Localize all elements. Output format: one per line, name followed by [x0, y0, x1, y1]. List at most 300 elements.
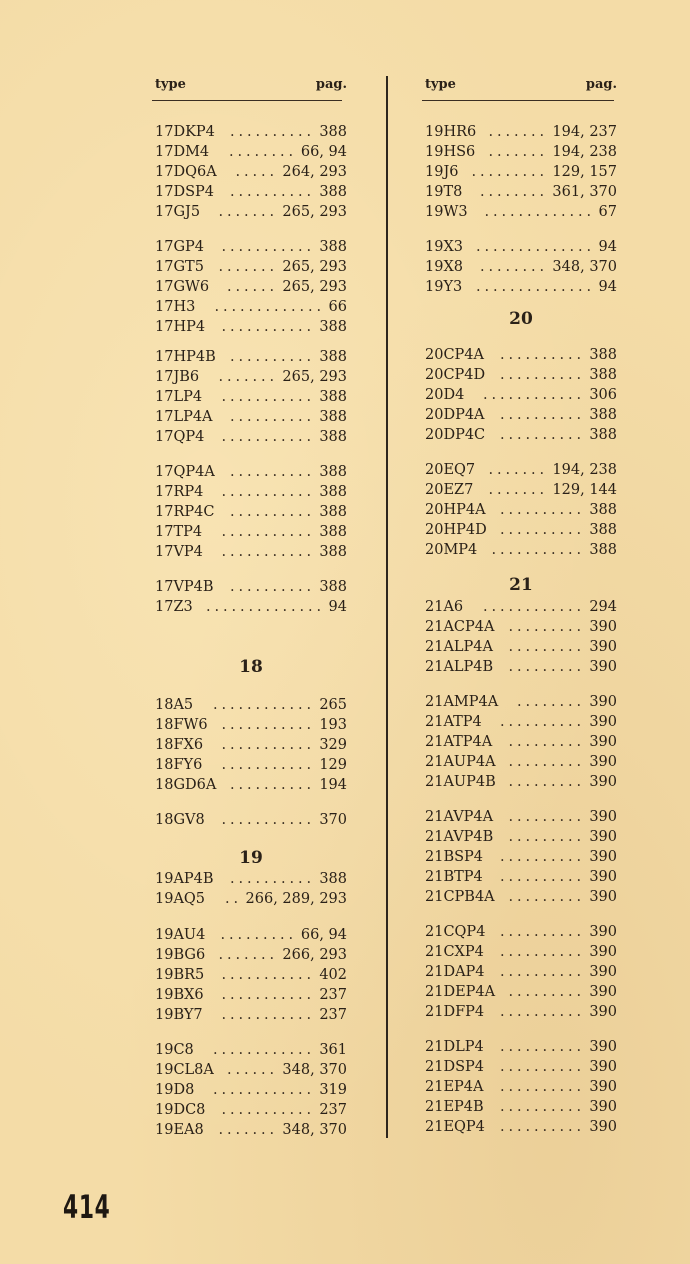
dot-leader: . . . . . . .: [218, 204, 275, 220]
index-entry: [425, 425, 617, 445]
dot-leader: . . . . . .: [226, 1062, 275, 1078]
dot-leader: . . . . . . . . .: [220, 927, 294, 943]
index-entry: [155, 1100, 347, 1120]
dot-leader: . . . . . . . . . . . . . .: [475, 279, 592, 295]
index-entry: [425, 122, 617, 142]
tube-type: 20HP4A: [425, 502, 486, 518]
tube-type: 17JB6: [155, 369, 200, 385]
page-header: pag.: [315, 77, 347, 92]
header-rule: [422, 100, 614, 101]
index-entry: [155, 925, 347, 945]
index-entry: [155, 162, 347, 182]
page-reference: 388: [319, 349, 347, 365]
dot-leader: . . . . . . . . . .: [499, 1119, 582, 1135]
tube-type: 21ATP4A: [425, 734, 493, 750]
index-entry: [425, 827, 617, 847]
tube-type: 21EP4B: [425, 1099, 484, 1115]
tube-type: 19AP4B: [155, 871, 214, 887]
index-entry: [155, 1080, 347, 1100]
tube-type: 19DC8: [155, 1102, 206, 1118]
index-entry: [155, 367, 347, 387]
tube-type: 17LP4: [155, 389, 203, 405]
tube-type: 17GJ5: [155, 204, 201, 220]
tube-type: 21DEP4A: [425, 984, 496, 1000]
page-reference: 329: [319, 737, 347, 753]
page-reference: 390: [589, 829, 617, 845]
dot-leader: . . . . . . . . .: [471, 164, 545, 180]
tube-type: 17LP4A: [155, 409, 213, 425]
tube-type: 21DAP4: [425, 964, 485, 980]
tube-type: 19Y3: [425, 279, 463, 295]
page-reference: 390: [589, 944, 617, 960]
dot-leader: . . . . . . . . . . .: [221, 389, 312, 405]
dot-leader: . . . . . . . . . . . . . .: [475, 239, 592, 255]
dot-leader: . . . . . . .: [218, 1122, 275, 1138]
tube-type: 17DSP4: [155, 184, 214, 200]
index-entry: [425, 460, 617, 480]
index-entry: [155, 775, 347, 795]
dot-leader: . . . . . . . . . . . .: [212, 697, 312, 713]
page-reference: 94: [598, 239, 617, 255]
page-reference: 193: [319, 717, 347, 733]
index-entry: [425, 962, 617, 982]
index-entry: [425, 1002, 617, 1022]
index-entry: [155, 1005, 347, 1025]
dot-leader: . . . . . . . . . . .: [221, 319, 312, 335]
tube-type: 20DP4A: [425, 407, 485, 423]
page-reference: 390: [589, 869, 617, 885]
index-entry: [155, 755, 347, 775]
dot-leader: . . . . . . . . . . .: [221, 484, 312, 500]
index-entry: [155, 542, 347, 562]
index-entry: [155, 502, 347, 522]
index-entry: [155, 985, 347, 1005]
tube-type: 21EQP4: [425, 1119, 485, 1135]
page-reference: 67: [598, 204, 617, 220]
tube-type: 17GW6: [155, 279, 210, 295]
page-reference: 266, 289, 293: [245, 891, 347, 907]
page-reference: 388: [319, 504, 347, 520]
page-reference: 390: [589, 849, 617, 865]
dot-leader: . . . . . . . . . .: [229, 349, 312, 365]
page-reference: 390: [589, 1004, 617, 1020]
page-reference: 265, 293: [282, 279, 347, 295]
page-reference: 390: [589, 924, 617, 940]
index-entry: [155, 347, 347, 367]
index-entry: [155, 715, 347, 735]
tube-type: 20D4: [425, 387, 465, 403]
tube-type: 21DSP4: [425, 1059, 484, 1075]
tube-type: 21ALP4B: [425, 659, 494, 675]
index-entry: [155, 735, 347, 755]
index-entry: [425, 1117, 617, 1137]
tube-type: 21AMP4A: [425, 694, 499, 710]
index-entry: [155, 522, 347, 542]
page-reference: 129, 157: [552, 164, 617, 180]
index-entry: [425, 1097, 617, 1117]
page-reference: 348, 370: [552, 259, 617, 275]
tube-type: 20CP4A: [425, 347, 484, 363]
dot-leader: . . . . . . . . . .: [499, 1039, 582, 1055]
dot-leader: . . . . . . . . . .: [499, 869, 582, 885]
dot-leader: . . . . . . . . . .: [499, 367, 582, 383]
tube-type: 20CP4D: [425, 367, 486, 383]
tube-type: 17DKP4: [155, 124, 215, 140]
column-header: [425, 77, 617, 97]
index-entry: [155, 889, 347, 909]
dot-leader: . . . . . . . . . . .: [221, 239, 312, 255]
page-reference: 194: [319, 777, 347, 793]
index-entry: [425, 982, 617, 1002]
tube-type: 17HP4B: [155, 349, 216, 365]
page-reference: 194, 238: [552, 144, 617, 160]
type-header: type: [155, 77, 186, 92]
index-entry: [155, 427, 347, 447]
index-entry: [155, 945, 347, 965]
dot-leader: . . . . . . . . . .: [499, 407, 582, 423]
dot-leader: . . . . . . . . . .: [229, 464, 312, 480]
index-entry: [425, 480, 617, 500]
dot-leader: . . . . . . . . .: [508, 984, 582, 1000]
tube-type: 19J6: [425, 164, 459, 180]
dot-leader: . . . . . . . . . . .: [221, 967, 312, 983]
page-reference: 402: [319, 967, 347, 983]
dot-leader: . . . . . . . . . . .: [221, 1007, 312, 1023]
dot-leader: . . . . . . . . . .: [499, 347, 582, 363]
page-reference: 388: [319, 871, 347, 887]
index-entry: [425, 887, 617, 907]
tube-type: 21BTP4: [425, 869, 483, 885]
column-divider: [386, 76, 388, 1138]
tube-type: 21AVP4B: [425, 829, 494, 845]
tube-type: 21CQP4: [425, 924, 486, 940]
page-reference: 388: [319, 579, 347, 595]
dot-leader: . . . . . . . . . .: [499, 522, 582, 538]
dot-leader: . . . . . . . . .: [508, 774, 582, 790]
dot-leader: . . . . . . . . .: [508, 809, 582, 825]
dot-leader: . . . . . . . . . . .: [221, 524, 312, 540]
dot-leader: . . . . . . . . . . .: [221, 812, 312, 828]
tube-type: 19BX6: [155, 987, 204, 1003]
index-entry: [425, 277, 617, 297]
index-entry: [425, 922, 617, 942]
page-reference: 388: [589, 367, 617, 383]
dot-leader: . . . . . . . . . .: [499, 944, 582, 960]
page-reference: 129, 144: [552, 482, 617, 498]
page-reference: 237: [319, 1007, 347, 1023]
section-heading-21: 21: [509, 575, 533, 595]
index-entry: [425, 712, 617, 732]
tube-type: 21EP4A: [425, 1079, 484, 1095]
index-entry: [155, 387, 347, 407]
page-reference: 94: [328, 599, 347, 615]
dot-leader: . . . . . . . . . . . . .: [214, 299, 322, 315]
dot-leader: . . . . . . . .: [479, 184, 545, 200]
page-reference: 388: [589, 502, 617, 518]
dot-leader: . . . . . . . . . . . . . .: [205, 599, 322, 615]
page-reference: 388: [319, 124, 347, 140]
dot-leader: . . . . . . . . .: [508, 659, 582, 675]
page-reference: 370: [319, 812, 347, 828]
index-entry: [155, 257, 347, 277]
index-entry: [155, 810, 347, 830]
index-entry: [155, 277, 347, 297]
index-entry: [155, 182, 347, 202]
page-reference: 306: [589, 387, 617, 403]
index-entry: [425, 752, 617, 772]
dot-leader: . . . . . . . . . .: [499, 502, 582, 518]
index-entry: [155, 1120, 347, 1140]
page-reference: 237: [319, 987, 347, 1003]
tube-type: 18GV8: [155, 812, 205, 828]
dot-leader: . . . . . . . . . . . .: [212, 1042, 312, 1058]
index-entry: [155, 577, 347, 597]
page-reference: 265, 293: [282, 259, 347, 275]
page-reference: 390: [589, 754, 617, 770]
dot-leader: . . . . . . .: [218, 369, 275, 385]
tube-type: 19AQ5: [155, 891, 206, 907]
dot-leader: . . . . . . . . .: [508, 754, 582, 770]
index-entry: [425, 142, 617, 162]
tube-type: 19BR5: [155, 967, 205, 983]
tube-type: 18FY6: [155, 757, 203, 773]
index-entry: [155, 407, 347, 427]
dot-leader: . . . . . . .: [488, 462, 545, 478]
tube-type: 19BY7: [155, 1007, 203, 1023]
index-entry: [425, 257, 617, 277]
index-entry: [425, 162, 617, 182]
tube-type: 17HP4: [155, 319, 206, 335]
dot-leader: . . . . . . . . . .: [499, 1059, 582, 1075]
index-entry: [425, 540, 617, 560]
index-entry: [425, 807, 617, 827]
page-reference: 319: [319, 1082, 347, 1098]
dot-leader: . . . . . . . . .: [508, 829, 582, 845]
index-entry: [155, 1060, 347, 1080]
index-entry: [425, 732, 617, 752]
section-heading-20: 20: [509, 309, 533, 329]
tube-type: 21AUP4A: [425, 754, 496, 770]
index-entry: [155, 237, 347, 257]
tube-type: 18FX6: [155, 737, 204, 753]
type-header: type: [425, 77, 456, 92]
index-entry: [155, 462, 347, 482]
tube-type: 19W3: [425, 204, 468, 220]
page-reference: 390: [589, 774, 617, 790]
dot-leader: . . . . . . . . . .: [499, 849, 582, 865]
page-reference: 361: [319, 1042, 347, 1058]
dot-leader: . . . . . . . . . .: [499, 1004, 582, 1020]
tube-type: 20EZ7: [425, 482, 474, 498]
tube-type: 17VP4: [155, 544, 203, 560]
tube-type: 17DM4: [155, 144, 210, 160]
dot-leader: . . . . . . .: [488, 482, 545, 498]
page-reference: 390: [589, 809, 617, 825]
page-reference: 388: [319, 184, 347, 200]
dot-leader: . . . . . . .: [488, 124, 545, 140]
index-entry: [425, 942, 617, 962]
dot-leader: . . . . . . . . . .: [229, 579, 312, 595]
page-reference: 390: [589, 1059, 617, 1075]
tube-type: 19X8: [425, 259, 463, 275]
dot-leader: . . . . . . . . . .: [229, 184, 312, 200]
index-entry: [155, 482, 347, 502]
dot-leader: . . . . . . . . . . . . .: [484, 204, 592, 220]
index-entry: [425, 637, 617, 657]
tube-type: 19HS6: [425, 144, 476, 160]
dot-leader: . . . . . . . .: [516, 694, 582, 710]
dot-leader: . . . . . . . . . .: [229, 504, 312, 520]
tube-type: 17QP4A: [155, 464, 215, 480]
tube-type: 18FW6: [155, 717, 208, 733]
dot-leader: . . . . . . . . . . .: [221, 737, 312, 753]
tube-type: 19BG6: [155, 947, 206, 963]
dot-leader: . . . . . . . . . . .: [221, 757, 312, 773]
tube-type: 17QP4: [155, 429, 205, 445]
index-entry: [425, 345, 617, 365]
index-entry: [425, 405, 617, 425]
dot-leader: . . . . . . . .: [479, 259, 545, 275]
tube-type: 17DQ6A: [155, 164, 217, 180]
index-entry: [425, 237, 617, 257]
tube-type: 18GD6A: [155, 777, 217, 793]
tube-type: 19C8: [155, 1042, 194, 1058]
page-reference: 388: [319, 524, 347, 540]
page-reference: 264, 293: [282, 164, 347, 180]
dot-leader: . . . . . . . . . . .: [221, 987, 312, 1003]
tube-type: 21DFP4: [425, 1004, 485, 1020]
tube-type: 17RP4C: [155, 504, 215, 520]
tube-type: 21A6: [425, 599, 464, 615]
header-rule: [152, 100, 342, 101]
page-reference: 194, 237: [552, 124, 617, 140]
dot-leader: . . . . . . . . . .: [499, 714, 582, 730]
dot-leader: . .: [224, 891, 239, 907]
index-entry: [425, 202, 617, 222]
tube-type: 19EA8: [155, 1122, 204, 1138]
dot-leader: . . . . . . . . . .: [229, 409, 312, 425]
tube-type: 21ATP4: [425, 714, 482, 730]
page-reference: 265: [319, 697, 347, 713]
page-reference: 388: [589, 427, 617, 443]
page-reference: 388: [319, 409, 347, 425]
index-entry: [425, 617, 617, 637]
index-entry: [425, 520, 617, 540]
index-entry: [155, 317, 347, 337]
tube-type: 21BSP4: [425, 849, 484, 865]
page-reference: 390: [589, 1119, 617, 1135]
page-reference: 390: [589, 659, 617, 675]
page-reference: 390: [589, 1039, 617, 1055]
page-reference: 348, 370: [282, 1062, 347, 1078]
column-header: [155, 77, 347, 97]
index-entry: [155, 122, 347, 142]
page-reference: 266, 293: [282, 947, 347, 963]
tube-type: 17RP4: [155, 484, 204, 500]
dot-leader: . . . . . . . . . . . .: [482, 599, 582, 615]
page-reference: 129: [319, 757, 347, 773]
page-reference: 390: [589, 619, 617, 635]
index-entry: [155, 965, 347, 985]
dot-leader: . . . . . . . . . .: [229, 871, 312, 887]
index-entry: [155, 695, 347, 715]
page-header: pag.: [585, 77, 617, 92]
tube-type: 21AUP4B: [425, 774, 496, 790]
dot-leader: . . . . . . .: [488, 144, 545, 160]
index-entry: [425, 1037, 617, 1057]
page-number: 414: [63, 1188, 111, 1226]
page-reference: 388: [319, 239, 347, 255]
page-reference: 390: [589, 639, 617, 655]
tube-type: 18A5: [155, 697, 194, 713]
page-reference: 388: [589, 347, 617, 363]
tube-type: 17VP4B: [155, 579, 214, 595]
page-reference: 388: [589, 407, 617, 423]
tube-type: 19T8: [425, 184, 463, 200]
index-entry: [425, 772, 617, 792]
page-reference: 390: [589, 734, 617, 750]
index-entry: [155, 1040, 347, 1060]
index-entry: [425, 847, 617, 867]
index-entry: [155, 202, 347, 222]
index-entry: [425, 867, 617, 887]
page-reference: 66: [328, 299, 347, 315]
index-entry: [425, 500, 617, 520]
tube-type: 19HR6: [425, 124, 477, 140]
tube-type: 17Z3: [155, 599, 193, 615]
dot-leader: . . . . . . . .: [228, 144, 294, 160]
tube-type: 20EQ7: [425, 462, 476, 478]
dot-leader: . . . . . . . . .: [508, 734, 582, 750]
tube-type: 21AVP4A: [425, 809, 494, 825]
tube-type: 17TP4: [155, 524, 203, 540]
index-entry: [425, 657, 617, 677]
dot-leader: . . . . . . . . . . .: [491, 542, 582, 558]
page-reference: 265, 293: [282, 204, 347, 220]
dot-leader: . . . . . . . . . . .: [221, 717, 312, 733]
dot-leader: . . . . . . . . . .: [499, 427, 582, 443]
dot-leader: . . . . . . . . . . . .: [482, 387, 582, 403]
page-reference: 265, 293: [282, 369, 347, 385]
index-entry: [425, 182, 617, 202]
tube-type: 19CL8A: [155, 1062, 214, 1078]
tube-type: 19X3: [425, 239, 463, 255]
dot-leader: . . . . . . . . .: [508, 639, 582, 655]
tube-type: 19D8: [155, 1082, 195, 1098]
tube-type: 21ACP4A: [425, 619, 495, 635]
tube-type: 20DP4C: [425, 427, 486, 443]
dot-leader: . . . . . . . . . . .: [221, 544, 312, 560]
index-entry: [155, 869, 347, 889]
page-reference: 237: [319, 1102, 347, 1118]
page-reference: 388: [319, 544, 347, 560]
page-reference: 361, 370: [552, 184, 617, 200]
page-reference: 388: [319, 319, 347, 335]
dot-leader: . . . . .: [235, 164, 275, 180]
tube-type: 20HP4D: [425, 522, 487, 538]
dot-leader: . . . . . . . . .: [508, 889, 582, 905]
page-reference: 388: [589, 542, 617, 558]
index-entry: [155, 297, 347, 317]
page-reference: 388: [319, 464, 347, 480]
dot-leader: . . . . . . . . .: [508, 619, 582, 635]
dot-leader: . . . . . .: [226, 279, 275, 295]
tube-type: 17GT5: [155, 259, 204, 275]
dot-leader: . . . . . . .: [218, 259, 275, 275]
dot-leader: . . . . . . . . . .: [499, 1099, 582, 1115]
tube-type: 17GP4: [155, 239, 205, 255]
tube-type: 21DLP4: [425, 1039, 484, 1055]
